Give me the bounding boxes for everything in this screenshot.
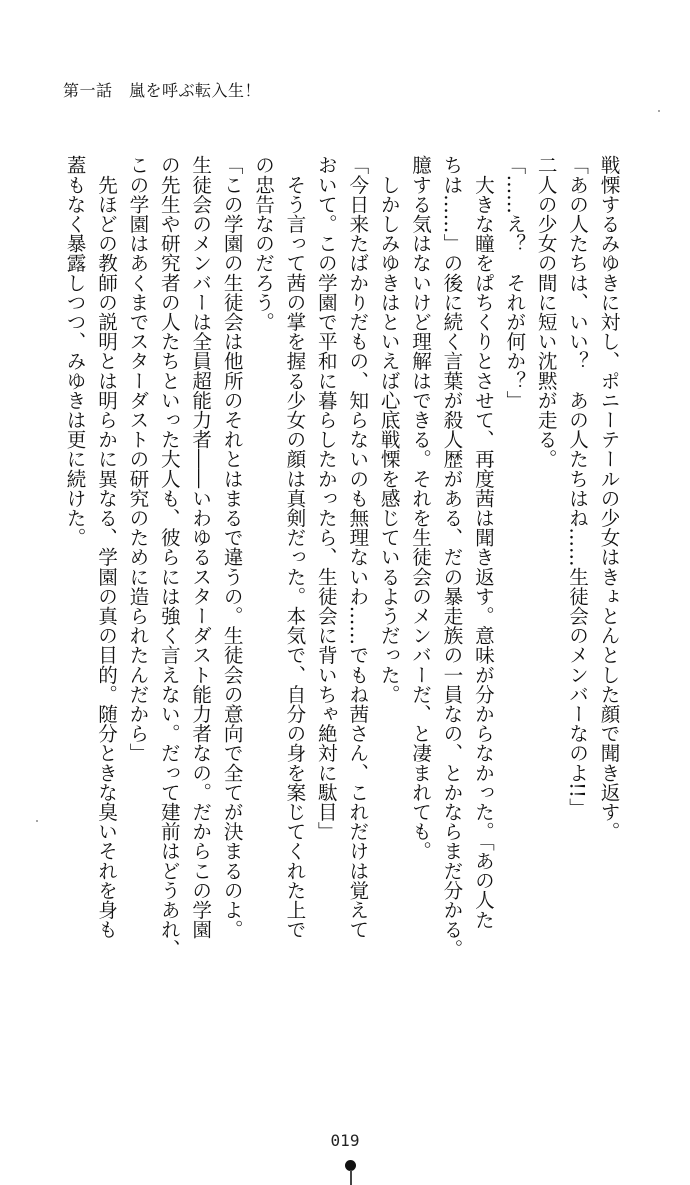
text-line: この学園はあくまでスターダストの研究のために造られたんだから」 — [125, 155, 149, 763]
text-line: 大きな瞳をぱちくりとさせて、再度茜は聞き返す。意味が分からなかった。「あの人た — [471, 155, 495, 930]
text-line: の先生や研究者の人たちといった大人も、彼らには強く言えない。だって建前はどうあれ、 — [157, 155, 181, 959]
text-line: しかしみゆきはといえば心底戦慄を感じているようだった。 — [377, 155, 401, 704]
page-number: 019 — [330, 1131, 360, 1150]
text-line: 先ほどの教師の説明とは明らかに異なる、学園の真の目的。随分ときな臭いそれを身も — [94, 155, 118, 939]
text-line: 臆する気はないけど理解はできる。それを生徒会のメンバーだ、と凄まれても。 — [408, 155, 432, 861]
text-line: 「……え？ それが何か？」 — [502, 155, 526, 410]
text-line: おいて。この学園で平和に暮らしたかったら、生徒会に背いちゃ絶対に駄目」 — [314, 155, 338, 841]
text-line: 蓋もなく暴露しつつ、みゆきは更に続けた。 — [63, 155, 87, 547]
body-text — [54, 155, 624, 965]
scan-speck — [36, 820, 38, 822]
text-line: 「この学園の生徒会は他所のそれとはまるで違うの。生徒会の意向で全てが決まるのよ。 — [220, 155, 244, 939]
scan-speck — [658, 110, 660, 112]
text-line: 生徒会のメンバーは全員超能力者――いわゆるスターダスト能力者なの。だからこの学園 — [188, 155, 212, 939]
text-line: 戦慄するみゆきに対し、ポニーテールの少女はきょとんとした顔で聞き返す。 — [597, 155, 620, 841]
text-line: ちは……」の後に続く言葉が殺人歴がある、だの暴走族の一員なの、とかならまだ分かる。 — [439, 155, 463, 959]
text-line: 「あの人たちは、いい？ あの人たちはね……生徒会のメンバーなのよ!!」 — [565, 155, 589, 818]
page-marker-line — [350, 1170, 352, 1185]
text-line: 二人の少女の間に短い沈黙が走る。 — [534, 155, 558, 469]
text-line: 「今日来たばかりだもの、知らないのも無理ないわ……でもね茜さん、これだけは覚えて — [345, 155, 369, 939]
running-head: 第一話 嵐を呼ぶ転入生！ — [63, 81, 262, 100]
text-line: そう言って茜の掌を握る少女の顔は真剣だった。本気で、自分の身を案じてくれた上で — [282, 155, 306, 939]
text-line: の忠告なのだろう。 — [251, 155, 275, 332]
